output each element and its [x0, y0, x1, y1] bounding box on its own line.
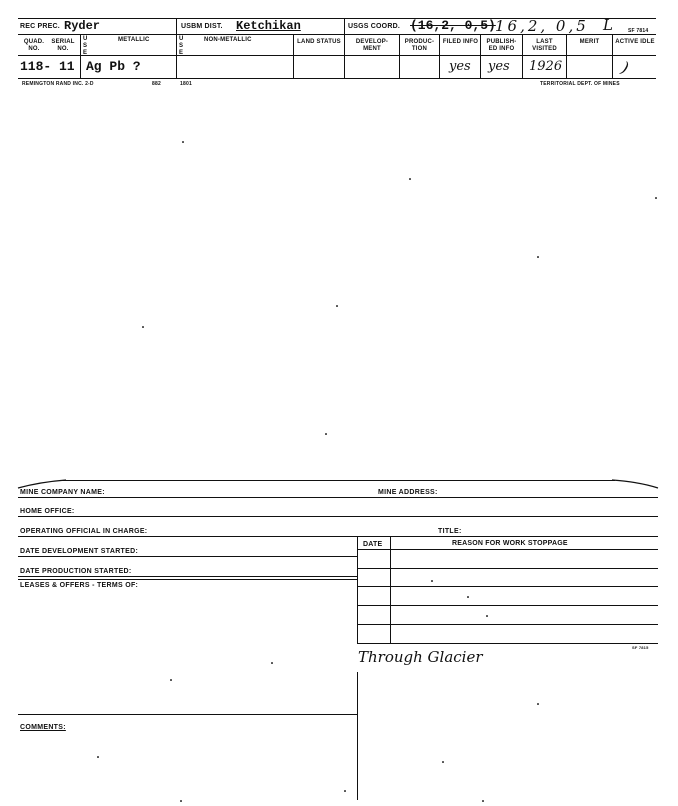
usbm-dist-value: Ketchikan: [236, 19, 301, 33]
handwritten-note: Through Glacier: [358, 648, 483, 666]
rec-prec-label: REC PREC.: [20, 23, 60, 30]
leases-offers-label: LEASES & OFFERS - TERMS OF:: [20, 582, 139, 589]
date-development-started-label: DATE DEVELOPMENT STARTED:: [20, 548, 139, 555]
usgs-coord-struck: (16,2, 0,5): [410, 18, 496, 33]
imprint-code-2: 1801: [180, 81, 192, 87]
usgs-coord-suffix: L: [603, 16, 613, 34]
last-visited-value: 1926: [529, 59, 563, 74]
use-header-1: U S E: [83, 36, 88, 56]
non-metallic-header: NON-METALLIC: [204, 37, 252, 43]
title-label: TITLE:: [438, 528, 462, 535]
reason-header: REASON FOR WORK STOPPAGE: [452, 540, 568, 547]
date-production-started-label: DATE PRODUCTION STARTED:: [20, 568, 132, 575]
usgs-coord-value: 16,2, 0,5: [495, 17, 589, 35]
last-visited-header: LAST VISITED: [532, 39, 557, 52]
mine-address-label: MINE ADDRESS:: [378, 489, 438, 496]
comments-label: COMMENTS:: [20, 724, 66, 731]
rec-prec-value: Ryder: [64, 19, 101, 33]
home-office-label: HOME OFFICE:: [20, 508, 75, 515]
serial-no-header: SERIAL NO.: [51, 39, 75, 52]
quad-no-header: QUAD. NO.: [23, 39, 45, 52]
form-number-top: SF 7814: [628, 28, 649, 34]
department-imprint: TERRITORIAL DEPT. OF MINES: [540, 81, 620, 87]
filed-info-header: FILED INFO: [442, 39, 479, 45]
filed-info-value: yes: [449, 59, 471, 74]
printer-imprint: REMINGTON RAND INC. 2-D: [22, 81, 94, 87]
merit-header: MERIT: [579, 39, 600, 45]
operating-official-label: OPERATING OFFICIAL IN CHARGE:: [20, 528, 148, 535]
active-idle-header: ACTIVE IDLE: [615, 39, 655, 45]
imprint-code-1: 882: [152, 81, 161, 87]
form-number-bottom: SF 7815: [632, 645, 649, 650]
published-info-value: yes: [488, 59, 510, 74]
quad-serial-value: 118- 11: [20, 59, 75, 74]
active-idle-mark: ): [618, 57, 632, 78]
use-header-2: U S E: [179, 36, 184, 56]
mine-company-name-label: MINE COMPANY NAME:: [20, 489, 105, 496]
metallic-header: METALLIC: [118, 37, 150, 43]
published-info-header: PUBLISH- ED INFO: [486, 39, 517, 52]
usgs-coord-label: USGS COORD.: [348, 23, 400, 30]
metallic-value: Ag Pb ?: [86, 59, 141, 74]
usbm-dist-label: USBM DIST.: [181, 23, 223, 30]
land-status-header: LAND STATUS: [297, 39, 341, 45]
development-header: DEVELOP- MENT: [355, 39, 389, 52]
date-header: DATE: [363, 541, 383, 548]
production-header: PRODUC- TION: [404, 39, 435, 52]
